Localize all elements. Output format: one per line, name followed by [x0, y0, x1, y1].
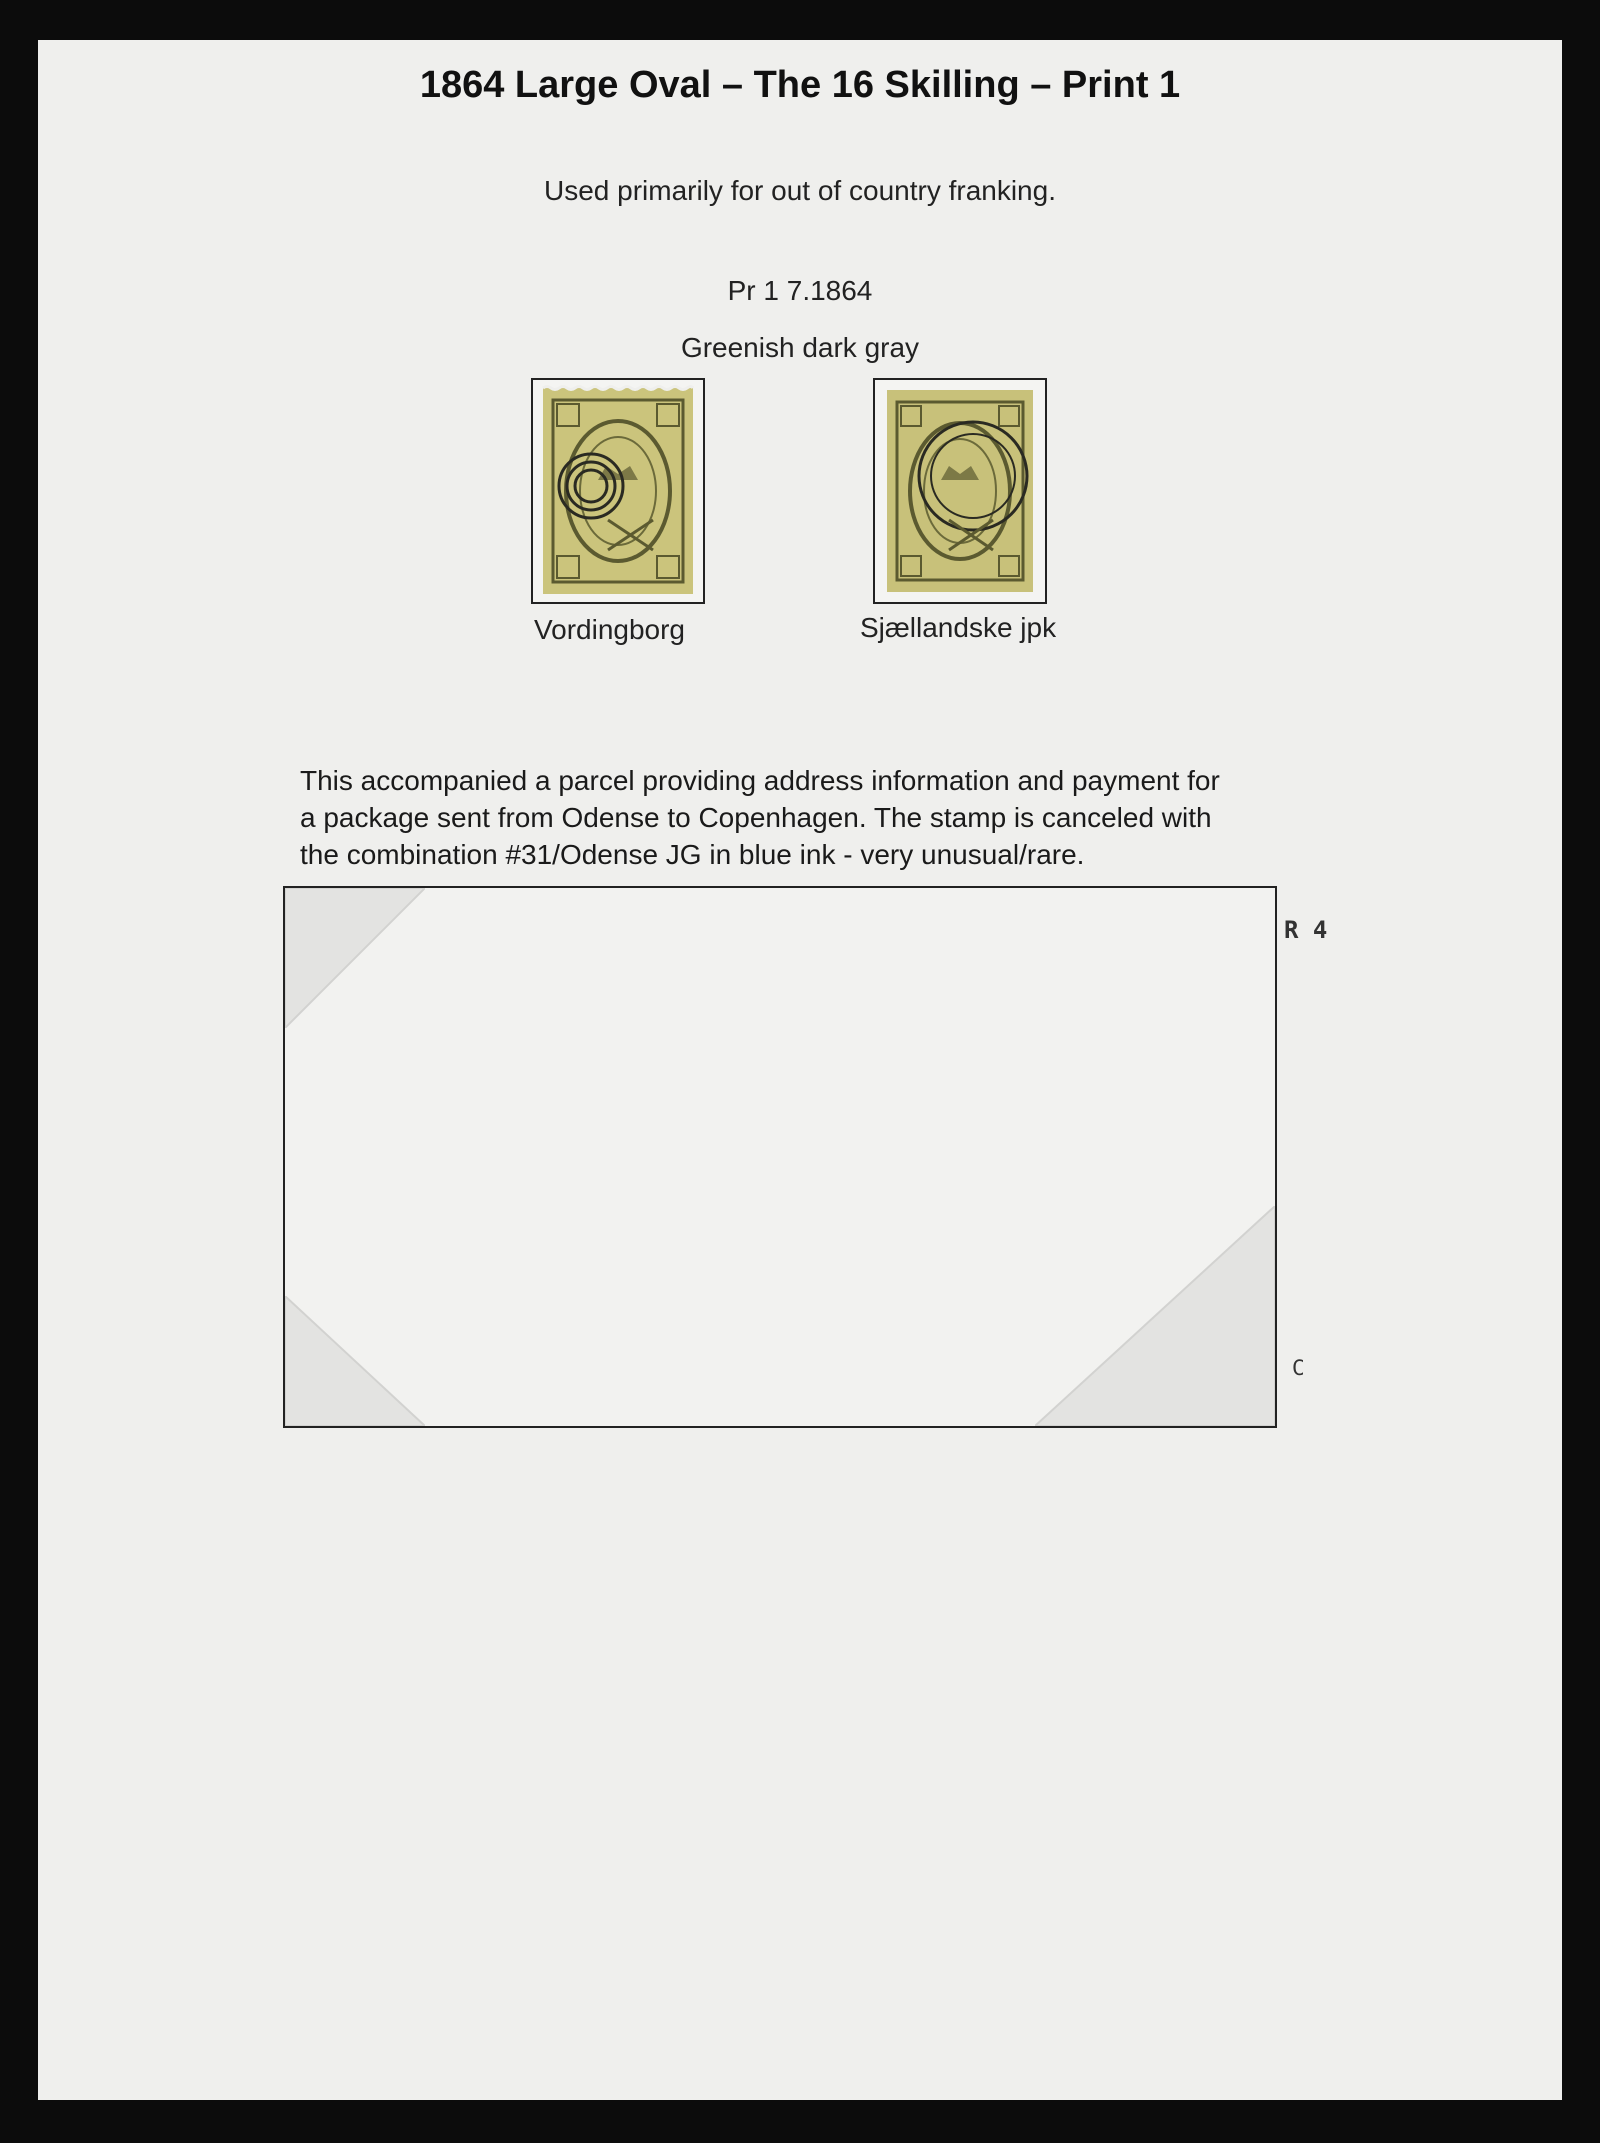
pencil-note-condition: C [1292, 1356, 1305, 1380]
empty-cover-mount [283, 886, 1277, 1428]
photo-corner-icon [285, 1296, 425, 1426]
usage-note: Used primarily for out of country franking. [544, 175, 1056, 206]
description-line: This accompanied a parcel providing address information and payment for [300, 765, 1220, 796]
photo-corner-icon [1035, 1206, 1275, 1426]
stamp-mount-vordingborg [531, 378, 705, 604]
stamp-16-skilling-icon [533, 380, 703, 602]
stamp-caption: Sjællandske jpk [860, 612, 1057, 643]
shade-name: Greenish dark gray [680, 332, 920, 363]
description-line: the combination #31/Odense JG in blue ink - very unusual/rare. [300, 839, 1085, 870]
stamp-mount-sjaellandske [873, 378, 1047, 604]
page-title: 1864 Large Oval – The 16 Skilling – Print 1 [419, 64, 1181, 106]
stamp-caption: Vordingborg [534, 614, 686, 645]
pencil-note-rarity: R 4 [1284, 916, 1328, 944]
print-date: Pr 1 7.1864 [727, 275, 873, 306]
description-line: a package sent from Odense to Copenhagen. The stamp is canceled with [300, 802, 1212, 833]
cover-description [300, 762, 1300, 873]
stamp-16-skilling-icon [875, 380, 1045, 602]
photo-corner-icon [285, 888, 425, 1028]
